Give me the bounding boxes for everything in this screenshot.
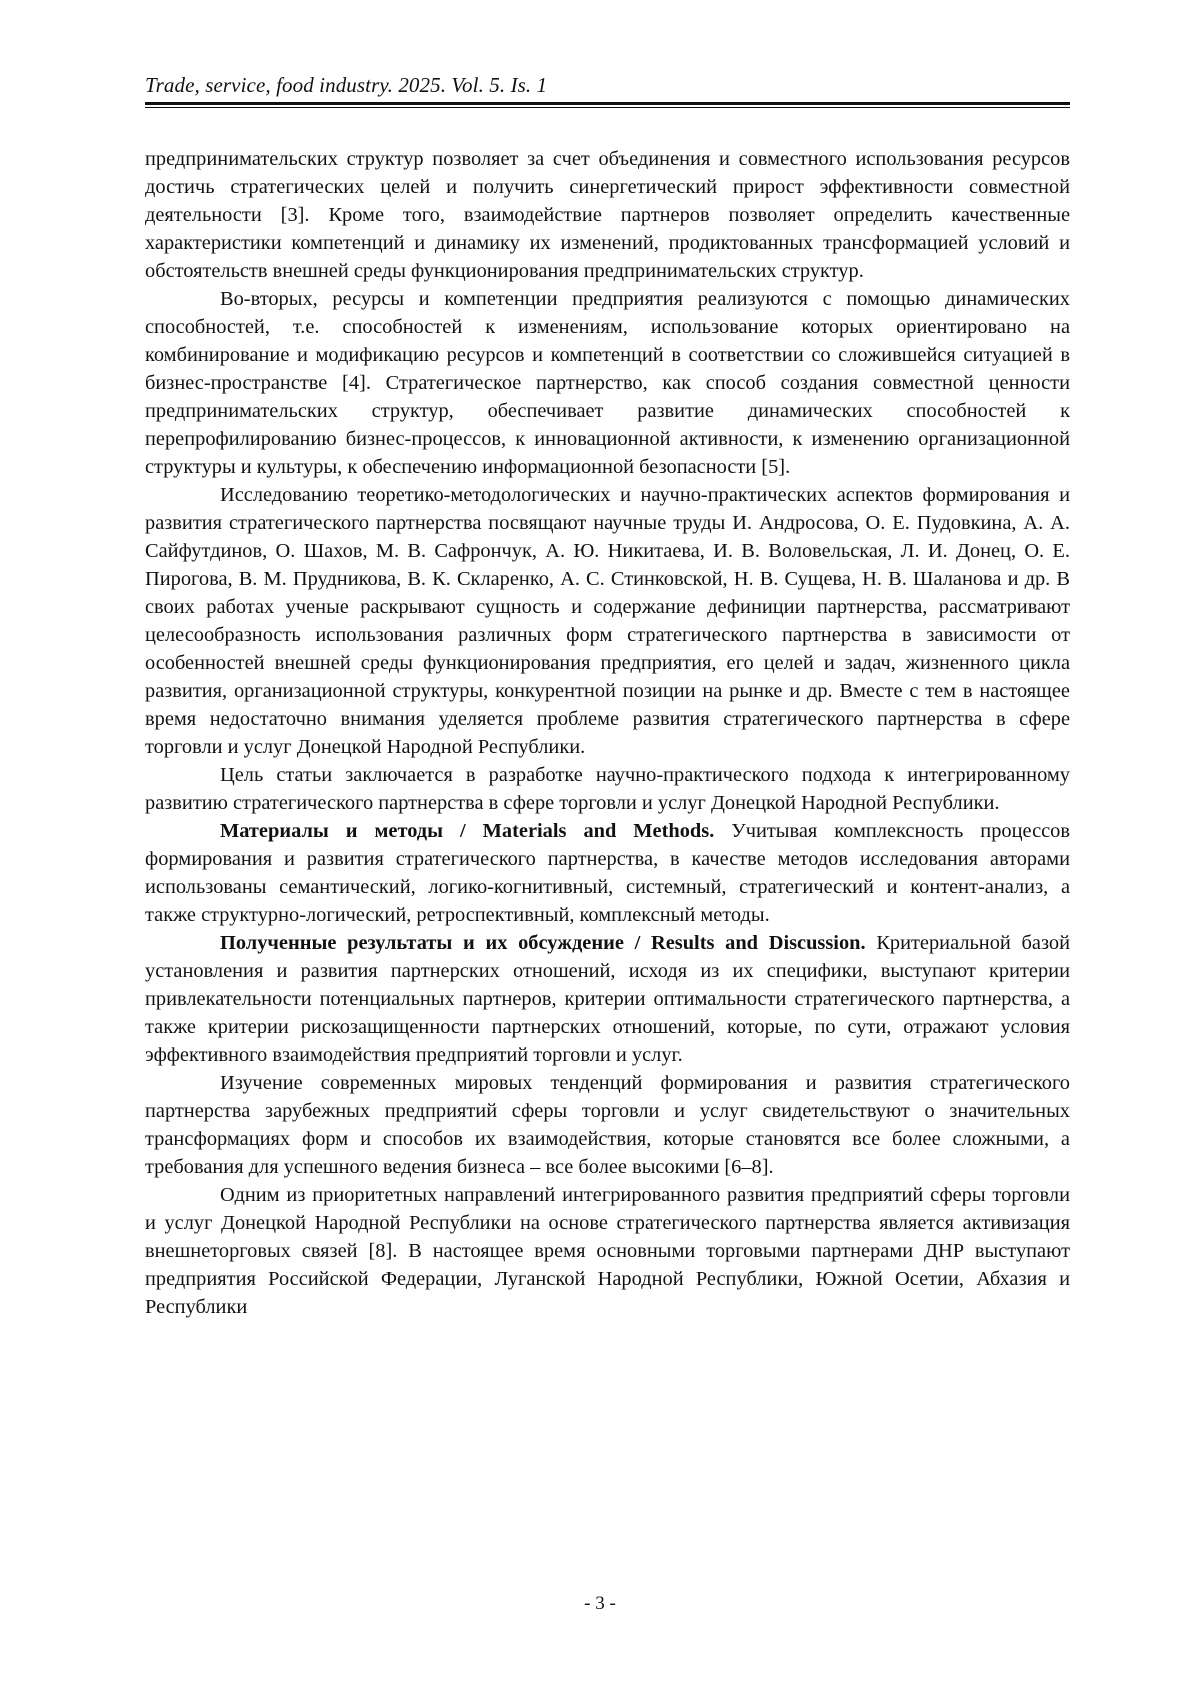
paragraph-results <box>145 929 1070 1069</box>
paragraph-2: Во-вторых, ресурсы и компетенции предприятия реализуются с помощью динамических способностей, т.е. способностей к изменениям, использование которых ориентировано на комбинирование и модификацию ресурсов и компетенций в соответствии со сложившейся ситуацией в бизнес-пространстве [4]. Стратегическое партнерство, как способ создания совместной ценности предпринимательских структур, обеспечивает развитие динамических способностей к перепрофилированию бизнес-процессов, к инновационной активности, к изменению организационной структуры и культуры, к обеспечению информационной безопасности [5]. <box>145 285 1070 481</box>
paragraph-1: предпринимательских структур позволяет за счет объединения и совместного использования ресурсов достичь стратегических целей и получить синергетический прирост эффективности совместной деятельности [3]. Кроме того, взаимодействие партнеров позволяет определить качественные характеристики компетенций и динамику их изменений, продиктованных трансформацией условий и обстоятельств внешней среды функционирования предпринимательских структур. <box>145 145 1070 285</box>
results-text: Критериальной базой установления и развития партнерских отношений, исходя из их специфики, выступают критерии привлекательности потенциальных партнеров, критерии оптимальности стратегического партнерства, а также критерии рискозащищенности партнерских отношений, которые, по сути, отражают условия эффективного взаимодействия предприятий торговли и услуг. <box>145 932 1070 1066</box>
paragraph-3: Исследованию теоретико-методологических и научно-практических аспектов формирования и развития стратегического партнерства посвящают научные труды И. Андросова, О. Е. Пудовкина, А. А. Сайфутдинов, О. Шахов, М. В. Сафрончук, А. Ю. Никитаева, И. В. Воловельская, Л. И. Донец, О. Е. Пирогова, В. М. Прудникова, В. К. Скларенко, А. С. Стинковской, Н. В. Сущева, Н. В. Шаланова и др. В своих работах ученые раскрывают сущность и содержание дефиниции партнерства, рассматривают целесообразность использования различных форм стратегического партнерства в зависимости от особенностей внешней среды функционирования предприятия, его целей и задач, жизненного цикла развития, организационной структуры, конкурентной позиции на рынке и др. Вместе с тем в настоящее время недостаточно внимания уделяется проблеме развития стратегического партнерства в сфере торговли и услуг Донецкой Народной Республики. <box>145 481 1070 761</box>
paragraph-4: Цель статьи заключается в разработке научно-практического подхода к интегрированному развитию стратегического партнерства в сфере торговли и услуг Донецкой Народной Республики. <box>145 761 1070 817</box>
page-header <box>145 72 1070 108</box>
article-body <box>145 145 1070 1321</box>
methods-heading: Материалы и методы / Materials and Methods. <box>220 820 714 842</box>
results-heading: Полученные результаты и их обсуждение / Results and Discussion. <box>220 932 866 954</box>
journal-title: Trade, service, food industry. 2025. Vol. 5. Is. 1 <box>145 72 1070 98</box>
page-number: - 3 - <box>0 1592 1200 1616</box>
paragraph-8: Одним из приоритетных направлений интегрированного развития предприятий сферы торговли и услуг Донецкой Народной Республики на основе стратегического партнерства является активизация внешнеторговых связей [8]. В настоящее время основными торговыми партнерами ДНР выступают предприятия Российской Федерации, Луганской Народной Республики, Южной Осетии, Абхазия и Республики <box>145 1181 1070 1321</box>
methods-text: Учитывая комплексность процессов формирования и развития стратегического партнерства, в качестве методов исследования авторами использованы семантический, логико-когнитивный, системный, стратегический и контент-анализ, а также структурно-логический, ретроспективный, комплексный методы. <box>145 820 1070 926</box>
paragraph-7: Изучение современных мировых тенденций формирования и развития стратегического партнерства зарубежных предприятий сферы торговли и услуг свидетельствуют о значительных трансформациях форм и способов их взаимодействия, которые становятся все более сложными, а требования для успешного ведения бизнеса – все более высокими [6–8]. <box>145 1069 1070 1181</box>
paragraph-methods <box>145 817 1070 929</box>
header-rule-thin <box>145 107 1070 108</box>
header-rule-thick <box>145 102 1070 105</box>
